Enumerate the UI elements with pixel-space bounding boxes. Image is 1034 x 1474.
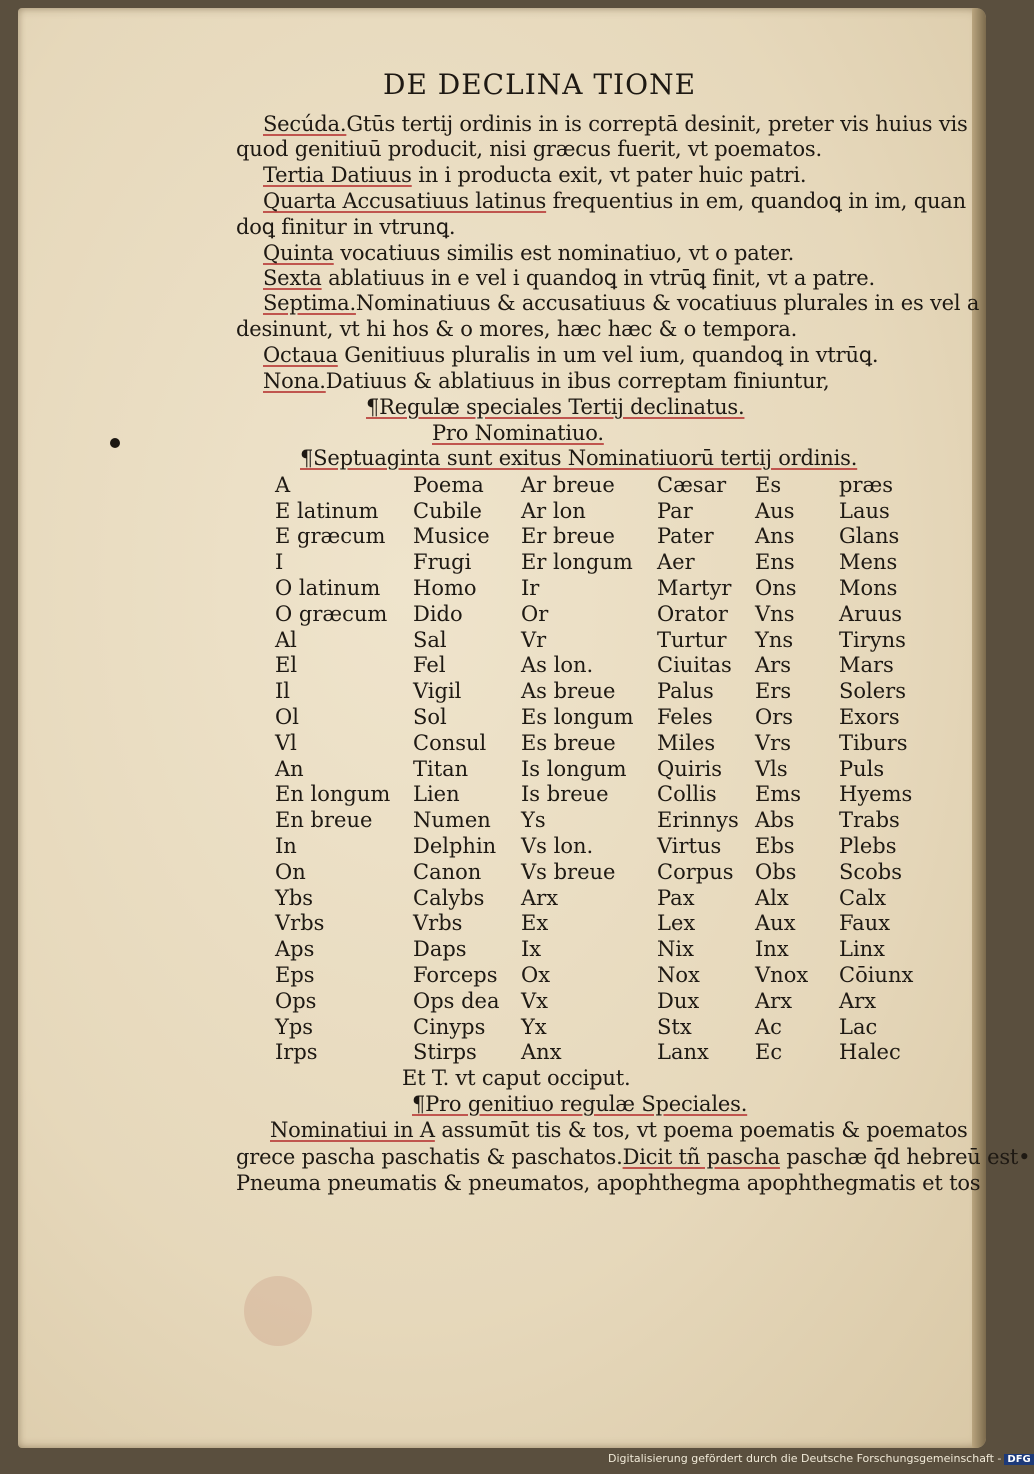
table-cell: Eps — [275, 963, 315, 988]
table-cell: Mars — [839, 653, 894, 678]
table-cell: Vs breue — [521, 859, 616, 884]
table-row — [275, 859, 929, 885]
table-row — [275, 549, 929, 575]
table-cell: Ol — [275, 705, 299, 730]
table-cell: Par — [657, 498, 693, 523]
table-cell: Numen — [413, 808, 491, 833]
table-cell: Lanx — [657, 1040, 709, 1065]
table-cell: Vigil — [413, 679, 462, 704]
table-cell: Anx — [521, 1040, 562, 1065]
table-cell: E latinum — [275, 498, 379, 523]
table-cell: Aer — [657, 550, 695, 575]
table-cell: Ers — [755, 679, 792, 704]
table-cell: Ac — [755, 1014, 782, 1039]
table-cell: Quiris — [657, 756, 722, 781]
table-cell: Plebs — [839, 834, 897, 859]
rule-line-10 — [263, 343, 878, 367]
table-row — [275, 601, 929, 627]
table-cell: Alx — [755, 885, 789, 910]
table-row — [275, 472, 929, 498]
rule-line-5 — [236, 215, 455, 239]
table-cell: Scobs — [839, 859, 903, 884]
table-cell: Arx — [755, 988, 793, 1013]
table-row — [275, 678, 929, 704]
table-cell: Abs — [755, 808, 795, 833]
table-row — [275, 962, 929, 988]
heading-pro-nominatiuo-text: Pro Nominatiuo. — [432, 421, 604, 445]
table-cell: On — [275, 859, 306, 884]
rubric: Nominatiui in A — [270, 1118, 435, 1142]
digitization-footer — [608, 1452, 1034, 1465]
table-cell: Corpus — [657, 859, 734, 884]
table-row — [275, 1040, 929, 1066]
table-cell: Ops dea — [413, 988, 500, 1013]
table-cell: Ans — [755, 524, 795, 549]
table-cell: Es — [755, 472, 782, 497]
table-cell: Linx — [839, 937, 886, 962]
table-cell: Vrs — [755, 730, 791, 755]
table-cell: Lex — [657, 911, 696, 936]
heading-genitiuo-text: ¶Pro genitiuo regulæ Speciales. — [412, 1092, 748, 1116]
table-cell: Feles — [657, 705, 713, 730]
table-cell: O latinum — [275, 576, 381, 601]
table-row — [275, 807, 929, 833]
table-cell: Poema — [413, 472, 484, 497]
table-cell: Calybs — [413, 885, 485, 910]
table-cell: Or — [521, 601, 549, 626]
table-cell: Homo — [413, 576, 477, 601]
table-cell: Ar lon — [521, 498, 586, 523]
rule-line-7 — [263, 266, 875, 290]
table-cell: Sal — [413, 627, 447, 652]
table-cell: Ys — [521, 808, 546, 833]
table-cell: Hyems — [839, 782, 913, 807]
table-cell: Fel — [413, 653, 446, 678]
table-cell: Lac — [839, 1014, 878, 1039]
table-row — [275, 936, 929, 962]
table-cell: Ons — [755, 576, 797, 601]
table-cell: Forceps — [413, 963, 498, 988]
table-cell: Er breue — [521, 524, 615, 549]
table-cell: Arx — [521, 885, 559, 910]
table-cell: Virtus — [657, 834, 722, 859]
table-cell: In — [275, 834, 297, 859]
table-row — [275, 911, 929, 937]
rule-text: vocatiuus similis est nominatiuo, vt o pater. — [333, 241, 795, 265]
heading-septuaginta — [300, 446, 857, 470]
heading-speciales-text: ¶Regulæ speciales Tertij declinatus. — [366, 395, 745, 419]
table-cell: A — [275, 472, 291, 497]
table-cell: Vrbs — [275, 911, 325, 936]
rule-text: assumūt tis & tos, vt poema poematis & poematos — [434, 1118, 968, 1142]
table-row — [275, 730, 929, 756]
table-cell: Glans — [839, 524, 900, 549]
table-row — [275, 988, 929, 1014]
table-cell: Faux — [839, 911, 891, 936]
table-cell: Ix — [521, 937, 542, 962]
table-cell: Ciuitas — [657, 653, 732, 678]
rule-text: paschæ q̄d hebreū est• — [779, 1145, 1031, 1169]
table-row — [275, 575, 929, 601]
table-cell: Arx — [839, 988, 877, 1013]
table-cell: Sol — [413, 705, 447, 730]
table-cell: Is breue — [521, 782, 609, 807]
table-cell: Mens — [839, 550, 898, 575]
genitiuo-line-2 — [236, 1145, 1030, 1169]
after-table-line — [402, 1066, 630, 1090]
rule-text: Nominatiuus & accusatiuus & vocatiuus plurales in es vel a — [355, 291, 980, 315]
table-cell: Stx — [657, 1014, 692, 1039]
rule-line-4 — [263, 189, 966, 213]
table-cell: An — [275, 756, 304, 781]
table-cell: Ars — [755, 653, 791, 678]
table-cell: Vns — [755, 601, 795, 626]
table-cell: Obs — [755, 859, 797, 884]
rubric: Quarta Accusatiuus latinus — [263, 189, 547, 213]
table-row — [275, 524, 929, 550]
table-cell: Aux — [755, 911, 796, 936]
table-cell: Aus — [755, 498, 795, 523]
rubric: Tertia Datiuus — [263, 163, 412, 187]
table-cell: Ar breue — [521, 472, 615, 497]
table-cell: E græcum — [275, 524, 386, 549]
table-row — [275, 756, 929, 782]
rubric: Septima. — [263, 291, 356, 315]
table-row — [275, 833, 929, 859]
heading-pro-nominatiuo — [432, 421, 604, 445]
table-row — [275, 885, 929, 911]
rule-text: Genitiuus pluralis in um vel ium, quandoꝗ in vtrūꝗ. — [337, 343, 879, 367]
table-row — [275, 653, 929, 679]
page-spine-edge — [972, 8, 986, 1448]
table-cell: Ebs — [755, 834, 795, 859]
table-cell: Ors — [755, 705, 794, 730]
page-stain — [244, 1276, 312, 1346]
table-cell: En breue — [275, 808, 373, 833]
rubric: Dicit tñ pascha — [622, 1145, 780, 1169]
table-row — [275, 704, 929, 730]
rule-line-11 — [263, 369, 830, 393]
table-cell: Frugi — [413, 550, 472, 575]
ink-dot — [110, 438, 120, 448]
rule-text: quod genitiuū producit, nisi græcus fuerit, vt poematos. — [236, 137, 822, 161]
footer-text: Digitalisierung gefördert durch die Deutsche Forschungsgemeinschaft - — [608, 1452, 1002, 1465]
table-cell: Puls — [839, 756, 885, 781]
table-cell: Consul — [413, 730, 487, 755]
table-cell: O græcum — [275, 601, 388, 626]
rubric: Nona. — [263, 369, 326, 393]
table-cell: Canon — [413, 859, 482, 884]
table-cell: En longum — [275, 782, 391, 807]
rule-text: frequentius in em, quandoꝗ in im, quan — [546, 189, 966, 213]
table-cell: Palus — [657, 679, 714, 704]
dfg-logo: DFG — [1004, 1454, 1033, 1465]
table-cell: Ens — [755, 550, 795, 575]
rubric: Octaua — [263, 343, 338, 367]
table-cell: Ems — [755, 782, 802, 807]
table-cell: præs — [839, 472, 893, 497]
table-cell: Stirps — [413, 1040, 477, 1065]
table-cell: Cinyps — [413, 1014, 486, 1039]
table-cell: Ox — [521, 963, 551, 988]
rule-text: Gtūs tertij ordinis in is correptā desinit, preter vis huius vis — [346, 112, 968, 136]
table-cell: Aruus — [839, 601, 903, 626]
rule-text: ablatiuus in e vel i quandoꝗ in vtrūꝗ finit, vt a patre. — [321, 266, 875, 290]
table-cell: Ybs — [275, 885, 314, 910]
table-cell: Calx — [839, 885, 887, 910]
table-cell: Nix — [657, 937, 694, 962]
table-cell: Er longum — [521, 550, 633, 575]
table-cell: Mons — [839, 576, 898, 601]
table-cell: Exors — [839, 705, 900, 730]
table-cell: Collis — [657, 782, 717, 807]
table-cell: Il — [275, 679, 291, 704]
table-cell: Delphin — [413, 834, 497, 859]
table-cell: Solers — [839, 679, 906, 704]
table-cell: Titan — [413, 756, 469, 781]
table-cell: Yx — [521, 1014, 547, 1039]
table-cell: Yps — [275, 1014, 314, 1039]
rule-text: grece pascha paschatis & paschatos. — [236, 1145, 623, 1169]
table-cell: Aps — [275, 937, 315, 962]
table-cell: Inx — [755, 937, 789, 962]
table-cell: Vs lon. — [521, 834, 594, 859]
rule-line-2 — [236, 137, 822, 161]
rule-text: in i producta exit, vt pater huic patri. — [411, 163, 807, 187]
table-cell: Al — [275, 627, 297, 652]
table-cell: Yns — [755, 627, 794, 652]
table-cell: Irps — [275, 1040, 318, 1065]
table-cell: Dido — [413, 601, 463, 626]
table-cell: Pater — [657, 524, 714, 549]
rule-text: doꝗ finitur in vtrunꝗ. — [236, 215, 456, 239]
table-cell: As breue — [521, 679, 616, 704]
table-cell: Dux — [657, 988, 700, 1013]
table-cell: Is longum — [521, 756, 627, 781]
table-cell: Vnox — [755, 963, 809, 988]
table-cell: Es longum — [521, 705, 634, 730]
table-cell: Vr — [521, 627, 547, 652]
table-row — [275, 498, 929, 524]
exitus-table — [275, 472, 929, 1065]
table-cell: Pax — [657, 885, 695, 910]
genitiuo-line-3 — [236, 1171, 980, 1195]
table-row — [275, 627, 929, 653]
after-table-text: Et T. vt caput occiput. — [402, 1066, 631, 1090]
heading-speciales — [366, 395, 744, 419]
genitiuo-line-1 — [270, 1118, 968, 1142]
rule-text: Datiuus & ablatiuus in ibus correptam finiuntur, — [325, 369, 830, 393]
rule-text: desinunt, vt hi hos & o mores, hæc hæc & o tempora. — [236, 317, 798, 341]
table-cell: Vrbs — [413, 911, 463, 936]
rule-line-6 — [263, 241, 794, 265]
table-cell: Cubile — [413, 498, 482, 523]
table-cell: El — [275, 653, 298, 678]
table-row — [275, 1014, 929, 1040]
rubric: Quinta — [263, 241, 334, 265]
table-cell: Lien — [413, 782, 460, 807]
table-cell: Ex — [521, 911, 549, 936]
table-row — [275, 782, 929, 808]
table-cell: Laus — [839, 498, 890, 523]
table-cell: Tiburs — [839, 730, 908, 755]
table-cell: Trabs — [839, 808, 900, 833]
table-cell: Nox — [657, 963, 700, 988]
table-cell: Musice — [413, 524, 490, 549]
table-cell: Ops — [275, 988, 317, 1013]
table-cell: Turtur — [657, 627, 727, 652]
table-cell: Martyr — [657, 576, 732, 601]
rule-line-3 — [263, 163, 806, 187]
table-cell: Vl — [275, 730, 297, 755]
table-cell: Es breue — [521, 730, 616, 755]
table-cell: Cōiunx — [839, 963, 914, 988]
heading-genitiuo — [412, 1092, 747, 1116]
table-cell: Ec — [755, 1040, 783, 1065]
table-cell: Vls — [755, 756, 788, 781]
table-cell: Erinnys — [657, 808, 739, 833]
table-cell: Tiryns — [839, 627, 906, 652]
rule-line-1 — [263, 112, 968, 136]
page-title: DE DECLINA TIONE — [383, 68, 697, 101]
rule-line-9 — [236, 317, 797, 341]
rule-line-8 — [263, 291, 979, 315]
table-cell: As lon. — [521, 653, 594, 678]
table-cell: Halec — [839, 1040, 901, 1065]
table-cell: Orator — [657, 601, 728, 626]
table-cell: Daps — [413, 937, 467, 962]
table-cell: Vx — [521, 988, 549, 1013]
rule-text: Pneuma pneumatis & pneumatos, apophthegma apophthegmatis et tos — [236, 1171, 981, 1195]
table-cell: Ir — [521, 576, 540, 601]
rubric: Secúda. — [263, 112, 347, 136]
rubric: Sexta — [263, 266, 322, 290]
table-cell: Miles — [657, 730, 716, 755]
table-cell: I — [275, 550, 284, 575]
table-cell: Cæsar — [657, 472, 727, 497]
heading-septuaginta-text: ¶Septuaginta sunt exitus Nominatiuorū tertij ordinis. — [300, 446, 858, 470]
